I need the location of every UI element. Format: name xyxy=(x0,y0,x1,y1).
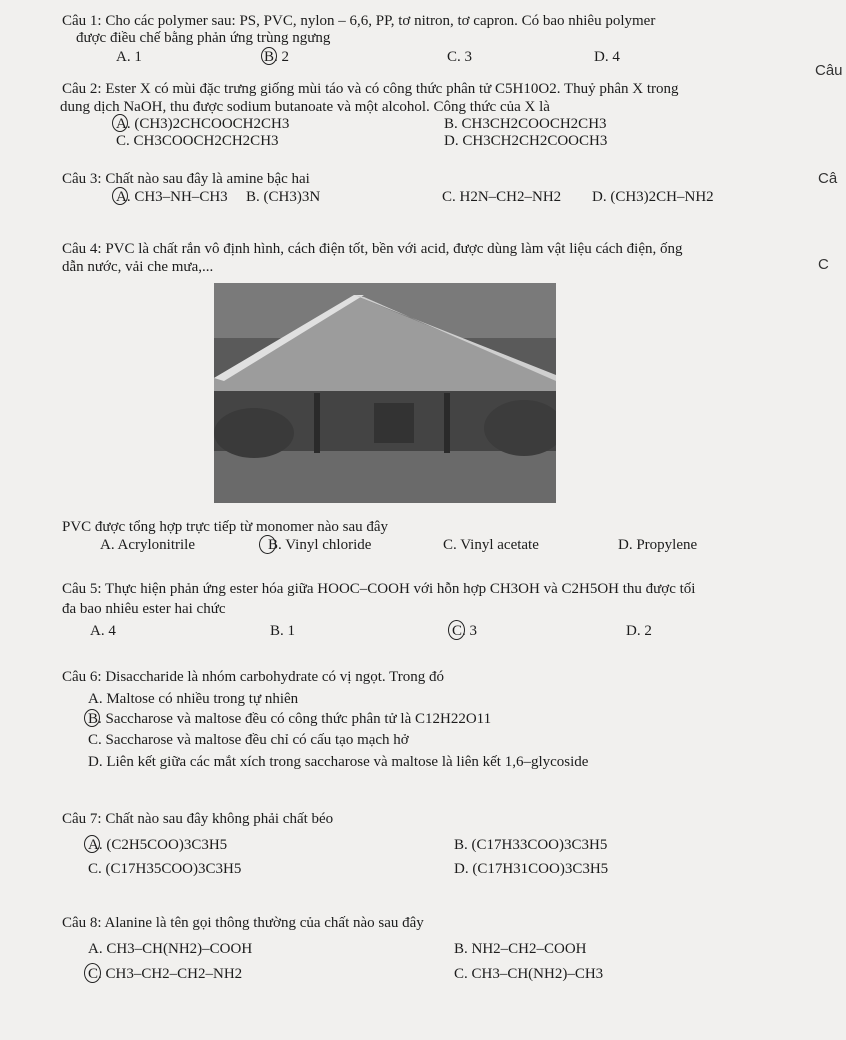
q7-option-c: C. (C17H35COO)3C3H5 xyxy=(88,861,242,877)
q2-option-d: D. CH3CH2CH2COOCH3 xyxy=(444,133,608,149)
q1-option-b: B. 2 xyxy=(264,49,290,65)
q3-option-d: D. (CH3)2CH–NH2 xyxy=(592,189,714,205)
q8-option-a: A. CH3–CH(NH2)–COOH xyxy=(88,941,253,957)
q5-line1: Câu 5: Thực hiện phản ứng ester hóa giữa HOOC–COOH với hỗn hợp CH3OH và C2H5OH thu được tối xyxy=(62,581,696,597)
answer-circle-mark xyxy=(84,709,100,727)
q7-option-a: A. (C2H5COO)3C3H5 xyxy=(88,837,228,853)
q2-option-b: B. CH3CH2COOCH2CH3 xyxy=(444,116,607,132)
q1-line1 xyxy=(62,12,655,30)
margin-mark-3: C xyxy=(818,256,829,273)
answer-circle-mark xyxy=(448,620,465,640)
q5-option-d: D. 2 xyxy=(626,623,652,639)
q6-option-b: B. Saccharose và maltose đều có công thức phân tử là C12H22O11 xyxy=(88,711,492,727)
answer-circle-mark xyxy=(112,114,128,132)
q1-option-d: D. 4 xyxy=(594,49,620,65)
q5-option-b: B. 1 xyxy=(270,623,296,639)
q5-option-c: C. 3 xyxy=(452,623,478,639)
q4-question: PVC được tổng hợp trực tiếp từ monomer nào sau đây xyxy=(62,519,389,535)
q8-line1: Câu 8: Alanine là tên gọi thông thường của chất nào sau đây xyxy=(62,915,424,931)
q5-option-a: A. 4 xyxy=(90,623,116,639)
q4-line2: dẫn nước, vải che mưa,... xyxy=(62,259,214,275)
q4-option-c: C. Vinyl acetate xyxy=(443,537,539,553)
q7-option-b: B. (C17H33COO)3C3H5 xyxy=(454,837,608,853)
q6-line1: Câu 6: Disaccharide là nhóm carbohydrate có vị ngọt. Trong đó xyxy=(62,669,445,685)
q6-option-a: A. Maltose có nhiều trong tự nhiên xyxy=(88,691,299,707)
answer-circle-mark xyxy=(112,187,128,205)
q3-line1: Câu 3: Chất nào sau đây là amine bậc hai xyxy=(62,171,310,187)
q4-option-a: A. Acrylonitrile xyxy=(100,537,195,553)
q3-option-c: C. H2N–CH2–NH2 xyxy=(442,189,562,205)
answer-circle-mark xyxy=(259,535,276,554)
q7-option-d: D. (C17H31COO)3C3H5 xyxy=(454,861,609,877)
q2-line1: Câu 2: Ester X có mùi đặc trưng giống mùi táo và có công thức phân tử C5H10O2. Thuỷ phân X trong xyxy=(62,81,679,97)
q1-line2: được điều chế bằng phản ứng trùng ngưng xyxy=(76,30,331,46)
q8-option-c1: C. CH3–CH2–CH2–NH2 xyxy=(88,966,243,982)
answer-circle-mark xyxy=(84,963,101,983)
q2-line2: dung dịch NaOH, thu được sodium butanoate và một alcohol. Công thức của X là xyxy=(60,99,550,115)
q6-option-c: C. Saccharose và maltose đều chỉ có cấu tạo mạch hở xyxy=(88,732,409,748)
pvc-roof-photo xyxy=(214,283,556,503)
q6-option-d: D. Liên kết giữa các mắt xích trong saccharose và maltose là liên kết 1,6–glycoside xyxy=(88,754,589,770)
answer-circle-mark xyxy=(261,47,277,65)
q5-line2: đa bao nhiêu ester hai chức xyxy=(62,601,226,617)
q4-line1: Câu 4: PVC là chất rắn vô định hình, cách điện tốt, bền với acid, được dùng làm vật liệu cách điện, ống xyxy=(62,241,683,257)
q1-text-line1: Câu 1: Cho các polymer sau: PS, PVC, nylon – 6,6, PP, tơ nitron, tơ capron. Có bao nhiêu polymer xyxy=(62,13,656,29)
q1-option-c: C. 3 xyxy=(447,49,473,65)
q4-option-b: B. Vinyl chloride xyxy=(268,537,372,553)
q3-option-b: B. (CH3)3N xyxy=(246,189,321,205)
q8-option-c2: C. CH3–CH(NH2)–CH3 xyxy=(454,966,604,982)
pvc-roof-photo-image xyxy=(214,283,556,503)
q2-option-c: C. CH3COOCH2CH2CH3 xyxy=(116,133,279,149)
q3-option-a: A. CH3–NH–CH3 xyxy=(116,189,228,205)
q1-option-a: A. 1 xyxy=(116,49,142,65)
margin-mark-1: Câu xyxy=(815,62,843,79)
margin-mark-2: Câ xyxy=(818,170,838,187)
q2-option-a: A. (CH3)2CHCOOCH2CH3 xyxy=(116,116,290,132)
answer-circle-mark xyxy=(84,835,100,853)
q7-line1: Câu 7: Chất nào sau đây không phải chất béo xyxy=(62,811,334,827)
q8-option-b: B. NH2–CH2–COOH xyxy=(454,941,587,957)
q4-option-d: D. Propylene xyxy=(618,537,698,553)
